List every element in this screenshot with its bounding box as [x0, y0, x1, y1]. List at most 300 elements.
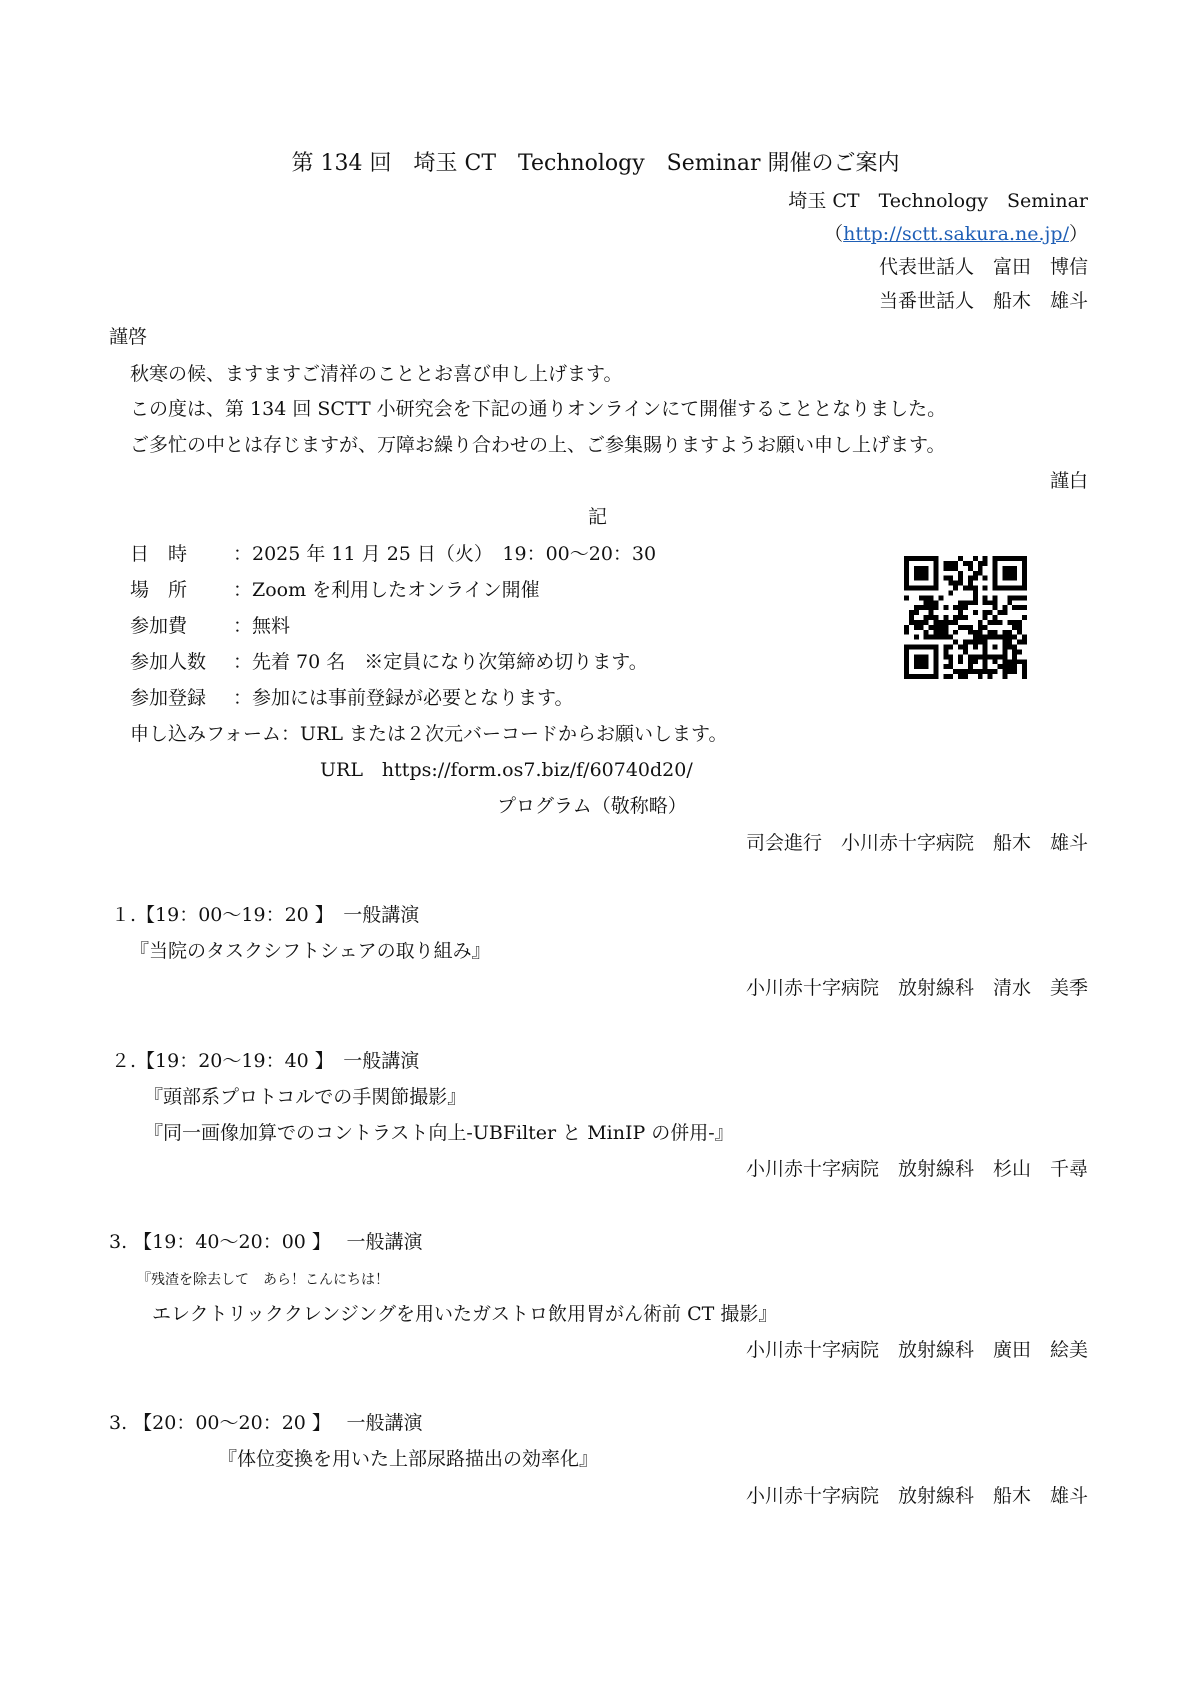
qr-module [924, 600, 929, 605]
qr-module [1002, 659, 1007, 664]
qr-module [929, 610, 934, 615]
qr-module [924, 566, 929, 571]
qr-module [968, 640, 973, 645]
qr-module [983, 649, 988, 654]
qr-module [914, 645, 919, 650]
qr-module [943, 576, 948, 581]
qr-module [993, 635, 998, 640]
qr-module [973, 610, 978, 615]
qr-module [948, 561, 953, 566]
qr-module [909, 586, 914, 591]
session-4-title: 『体位変換を用いた上部尿路描出の効率化』 [218, 1448, 599, 1470]
qr-module [968, 576, 973, 581]
qr-module [934, 586, 939, 591]
qr-module [1017, 630, 1022, 635]
qr-module [1022, 586, 1027, 591]
qr-module [943, 605, 948, 610]
qr-module [948, 654, 953, 659]
qr-module [904, 566, 909, 571]
qr-module [983, 625, 988, 630]
qr-module [983, 669, 988, 674]
org-url-line [824, 225, 1088, 244]
qr-module [997, 620, 1002, 625]
qr-module [943, 630, 948, 635]
qr-module [909, 620, 914, 625]
program-heading: プログラム（敬称略） [497, 795, 687, 817]
qr-module [958, 654, 963, 659]
qr-module [1007, 600, 1012, 605]
qr-module [1002, 664, 1007, 669]
qr-module [973, 654, 978, 659]
paren-open: （ [824, 223, 844, 245]
qr-module [983, 600, 988, 605]
qr-module [1022, 595, 1027, 600]
qr-module [934, 600, 939, 605]
qr-module [988, 620, 993, 625]
qr-module [953, 561, 958, 566]
qr-module [943, 649, 948, 654]
qr-module [904, 630, 909, 635]
qr-module [958, 645, 963, 650]
qr-module [924, 615, 929, 620]
qr-module [914, 576, 919, 581]
letter-paragraph-3: ご多忙の中とは存じますが、万障お繰り合わせの上、ご参集賜りますようお願い申し上げます。 [130, 434, 946, 456]
qr-module [919, 659, 924, 664]
qr-module [993, 620, 998, 625]
detail-fee-label: 参加費 [130, 615, 188, 637]
session-2-title-2: 『同一画像加算でのコントラスト向上-UBFilter と MinIP の併用-』 [144, 1122, 734, 1144]
qr-module [958, 659, 963, 664]
qr-module [953, 620, 958, 625]
qr-module [968, 630, 973, 635]
session-2-speaker: 小川赤十字病院 放射線科 杉山 千尋 [745, 1158, 1088, 1180]
qr-module [983, 586, 988, 591]
qr-module [924, 571, 929, 576]
qr-module [934, 674, 939, 679]
qr-module [943, 645, 948, 650]
qr-module [993, 630, 998, 635]
qr-module [973, 571, 978, 576]
qr-module [1017, 625, 1022, 630]
qr-module [1002, 630, 1007, 635]
qr-module [1002, 576, 1007, 581]
qr-module [919, 566, 924, 571]
qr-module [1002, 674, 1007, 679]
qr-module [1007, 635, 1012, 640]
qr-module [953, 605, 958, 610]
qr-module [1022, 581, 1027, 586]
qr-module [993, 556, 998, 561]
qr-module [973, 556, 978, 561]
qr-module [1022, 571, 1027, 576]
qr-module [973, 590, 978, 595]
qr-module [934, 566, 939, 571]
qr-module [919, 595, 924, 600]
document-title: 第 134 回 埼玉 CT Technology Seminar 開催のご案内 [291, 151, 900, 176]
qr-module [1012, 649, 1017, 654]
qr-module [904, 654, 909, 659]
qr-module [1012, 566, 1017, 571]
qr-module [938, 630, 943, 635]
qr-module [943, 664, 948, 669]
qr-module [924, 674, 929, 679]
qr-module [1012, 664, 1017, 669]
qr-module [978, 674, 983, 679]
qr-module [997, 654, 1002, 659]
qr-module [943, 654, 948, 659]
qr-module [958, 556, 963, 561]
session-3-title: エレクトリッククレンジングを用いたガストロ飲用胃がん術前 CT 撮影』 [152, 1303, 778, 1325]
session-1-speaker: 小川赤十字病院 放射線科 清水 美季 [745, 977, 1088, 999]
qr-module [983, 556, 988, 561]
qr-module [978, 635, 983, 640]
qr-module [919, 625, 924, 630]
qr-module [924, 586, 929, 591]
session-3-title-small: 『残渣を除去して あら！こんにちは！ [137, 1272, 389, 1288]
qr-module [993, 595, 998, 600]
qr-module [997, 586, 1002, 591]
qr-module [914, 674, 919, 679]
qr-module [983, 635, 988, 640]
qr-module [968, 664, 973, 669]
qr-module [1017, 620, 1022, 625]
qr-module [914, 571, 919, 576]
qr-module [919, 571, 924, 576]
qr-module [973, 586, 978, 591]
qr-module [968, 566, 973, 571]
qr-module [963, 640, 968, 645]
qr-module [1007, 595, 1012, 600]
qr-module [1012, 659, 1017, 664]
qr-module [1007, 586, 1012, 591]
representative: 代表世話人 富田 博信 [878, 256, 1088, 278]
qr-module [973, 645, 978, 650]
qr-module [997, 556, 1002, 561]
qr-module [973, 669, 978, 674]
qr-module [963, 649, 968, 654]
qr-module [924, 556, 929, 561]
qr-module [938, 635, 943, 640]
qr-module [919, 674, 924, 679]
qr-module [924, 630, 929, 635]
qr-module [958, 615, 963, 620]
session-4-header: 3. 【20：00～20：20 】 一般講演 [109, 1412, 423, 1434]
qr-module [953, 581, 958, 586]
session-1-header: １.【19：00～19：20 】 一般講演 [111, 904, 420, 926]
qr-module [948, 674, 953, 679]
qr-module [953, 586, 958, 591]
qr-module [983, 659, 988, 664]
qr-module [1002, 669, 1007, 674]
qr-module [978, 620, 983, 625]
qr-module [1002, 566, 1007, 571]
qr-module [904, 571, 909, 576]
qr-module [983, 610, 988, 615]
qr-module [919, 654, 924, 659]
qr-module [953, 566, 958, 571]
qr-module [993, 659, 998, 664]
detail-capacity-value: ：先着 70 名 ※定員になり次第締め切ります。 [233, 651, 648, 673]
qr-module [919, 645, 924, 650]
qr-module [948, 566, 953, 571]
qr-module [988, 610, 993, 615]
qr-module [1022, 635, 1027, 640]
qr-module [919, 556, 924, 561]
qr-module [924, 620, 929, 625]
qr-module [958, 581, 963, 586]
qr-module [968, 625, 973, 630]
qr-module [904, 669, 909, 674]
qr-module [968, 669, 973, 674]
qr-module [909, 556, 914, 561]
qr-module [963, 605, 968, 610]
qr-module [934, 654, 939, 659]
qr-module [968, 654, 973, 659]
qr-module [914, 654, 919, 659]
qr-module [978, 630, 983, 635]
qr-module [914, 610, 919, 615]
qr-module [904, 674, 909, 679]
qr-module [973, 635, 978, 640]
qr-module [1022, 659, 1027, 664]
qr-module [938, 625, 943, 630]
qr-module [929, 595, 934, 600]
qr-module [1002, 610, 1007, 615]
qr-module [1007, 571, 1012, 576]
qr-module [1007, 576, 1012, 581]
qr-module [993, 605, 998, 610]
qr-module [1007, 664, 1012, 669]
qr-module [914, 556, 919, 561]
qr-module [1012, 645, 1017, 650]
qr-module [1017, 605, 1022, 610]
qr-module [943, 566, 948, 571]
qr-module [914, 664, 919, 669]
qr-module [1002, 571, 1007, 576]
session-3-speaker: 小川赤十字病院 放射線科 廣田 絵美 [745, 1339, 1088, 1361]
qr-module [958, 625, 963, 630]
qr-module [983, 561, 988, 566]
qr-code-icon[interactable] [904, 556, 1027, 679]
qr-module [968, 600, 973, 605]
qr-module [1022, 561, 1027, 566]
qr-module [1017, 556, 1022, 561]
qr-module [1012, 605, 1017, 610]
qr-module [963, 669, 968, 674]
qr-module [1022, 615, 1027, 620]
qr-module [934, 649, 939, 654]
qr-module [919, 620, 924, 625]
letter-paragraph-2: この度は、第 134 回 SCTT 小研究会を下記の通りオンラインにて開催することとなりました。 [130, 398, 947, 420]
detail-registration-value: ：参加には事前登録が必要となります。 [233, 687, 574, 709]
qr-module [948, 581, 953, 586]
qr-module [958, 600, 963, 605]
qr-module [943, 635, 948, 640]
detail-fee-value: ：無料 [233, 615, 291, 637]
qr-module [993, 571, 998, 576]
qr-module [988, 654, 993, 659]
qr-module [1002, 586, 1007, 591]
qr-module [1022, 669, 1027, 674]
qr-module [1002, 605, 1007, 610]
qr-module [968, 659, 973, 664]
qr-module [904, 649, 909, 654]
qr-module [1002, 640, 1007, 645]
qr-module [953, 669, 958, 674]
qr-module [963, 586, 968, 591]
qr-module [909, 610, 914, 615]
qr-module [1012, 669, 1017, 674]
qr-module [983, 615, 988, 620]
qr-module [988, 674, 993, 679]
qr-module [948, 645, 953, 650]
qr-module [1017, 659, 1022, 664]
qr-module [963, 561, 968, 566]
qr-module [934, 605, 939, 610]
qr-module [1012, 576, 1017, 581]
qr-module [983, 576, 988, 581]
detail-date-value: ：2025 年 11 月 25 日（火） 19：00～20：30 [233, 543, 657, 565]
moderator: 司会進行 小川赤十字病院 船木 雄斗 [745, 832, 1088, 854]
qr-module [958, 605, 963, 610]
qr-module [978, 561, 983, 566]
qr-module [934, 630, 939, 635]
qr-module [968, 586, 973, 591]
qr-module [904, 556, 909, 561]
qr-module [978, 571, 983, 576]
qr-module [978, 654, 983, 659]
qr-module [924, 659, 929, 664]
qr-module [963, 625, 968, 630]
qr-module [963, 674, 968, 679]
qr-module [1022, 674, 1027, 679]
qr-module [904, 586, 909, 591]
qr-module [948, 576, 953, 581]
qr-module [1007, 659, 1012, 664]
qr-module [973, 640, 978, 645]
letter-paragraph-1: 秋寒の候、ますますご清祥のこととお喜び申し上げます。 [130, 363, 623, 385]
qr-module [997, 610, 1002, 615]
qr-module [929, 600, 934, 605]
qr-module [943, 674, 948, 679]
qr-module [909, 645, 914, 650]
qr-module [943, 620, 948, 625]
form-instruction: 申し込みフォーム：URL または２次元バーコードからお願いします。 [130, 723, 728, 745]
qr-module [993, 600, 998, 605]
qr-module [909, 674, 914, 679]
qr-module [978, 669, 983, 674]
qr-module [993, 566, 998, 571]
qr-module [1002, 654, 1007, 659]
qr-module [1007, 630, 1012, 635]
qr-module [914, 586, 919, 591]
qr-module [978, 640, 983, 645]
qr-module [983, 645, 988, 650]
qr-module [1022, 640, 1027, 645]
qr-module [978, 566, 983, 571]
qr-module [919, 605, 924, 610]
qr-module [934, 669, 939, 674]
qr-module [914, 635, 919, 640]
qr-module [958, 571, 963, 576]
detail-venue-label: 場 所 [130, 579, 188, 601]
qr-module [1012, 635, 1017, 640]
qr-module [1022, 556, 1027, 561]
detail-capacity-label: 参加人数 [130, 651, 207, 673]
qr-module [929, 605, 934, 610]
qr-module [988, 635, 993, 640]
qr-module [1017, 649, 1022, 654]
qr-module [934, 659, 939, 664]
qr-module [934, 576, 939, 581]
qr-module [1002, 556, 1007, 561]
opening-salutation: 謹啓 [109, 326, 148, 348]
qr-module [904, 659, 909, 664]
form-url[interactable]: URL https://form.os7.biz/f/60740d20/ [320, 759, 693, 781]
qr-module [968, 561, 973, 566]
qr-module [943, 615, 948, 620]
qr-module [973, 576, 978, 581]
qr-module [983, 664, 988, 669]
qr-module [904, 645, 909, 650]
qr-module [993, 576, 998, 581]
qr-module [983, 640, 988, 645]
qr-module [997, 664, 1002, 669]
qr-module [909, 615, 914, 620]
session-3-header: 3. 【19：40～20：00 】 一般講演 [109, 1231, 423, 1253]
qr-module [948, 590, 953, 595]
qr-module [948, 620, 953, 625]
qr-module [958, 610, 963, 615]
qr-module [924, 664, 929, 669]
qr-module [919, 586, 924, 591]
qr-module [953, 640, 958, 645]
qr-module [1007, 556, 1012, 561]
qr-module [1022, 576, 1027, 581]
qr-module [934, 561, 939, 566]
qr-module [929, 635, 934, 640]
qr-module [968, 581, 973, 586]
qr-module [943, 561, 948, 566]
qr-module [973, 659, 978, 664]
qr-module [914, 625, 919, 630]
org-url-link[interactable]: http://sctt.sakura.ne.jp/ [843, 223, 1069, 245]
qr-module [934, 645, 939, 650]
qr-module [934, 620, 939, 625]
qr-module [934, 556, 939, 561]
qr-module [973, 630, 978, 635]
qr-module [904, 576, 909, 581]
qr-module [934, 635, 939, 640]
qr-module [1012, 654, 1017, 659]
qr-module [904, 581, 909, 586]
qr-module [919, 664, 924, 669]
qr-module [1012, 625, 1017, 630]
qr-module [993, 669, 998, 674]
qr-module [1022, 664, 1027, 669]
qr-module [1022, 566, 1027, 571]
qr-module [1017, 586, 1022, 591]
qr-module [914, 566, 919, 571]
qr-module [993, 645, 998, 650]
qr-module [988, 669, 993, 674]
qr-module [1007, 620, 1012, 625]
qr-module [1012, 620, 1017, 625]
qr-module [934, 571, 939, 576]
qr-module [904, 625, 909, 630]
qr-module [938, 595, 943, 600]
qr-module [948, 635, 953, 640]
